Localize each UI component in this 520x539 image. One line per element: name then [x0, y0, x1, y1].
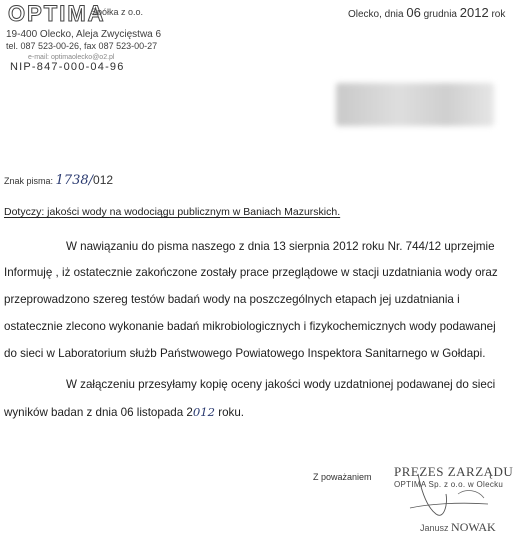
company-logo-text: OPTIMA	[8, 1, 106, 26]
reference-label: Znak pisma:	[4, 176, 54, 186]
body-line: ostatecznie zlecono wykonanie badań mikrobiologicznych i fizykochemicznych wody podawanej	[4, 320, 496, 333]
signature-company: OPTIMA Sp. z o.o. w Olecku	[394, 480, 504, 489]
company-phone: tel. 087 523-00-26, fax 087 523-00-27	[6, 41, 158, 51]
company-stamp	[6, 1, 176, 75]
date-suffix: rok	[491, 9, 506, 20]
body-line: W nawiązaniu do pisma naszego z dnia 13 sierpnia 2012 roku Nr. 744/12 uprzejmie	[66, 240, 495, 253]
body-line-with-handwriting	[4, 405, 244, 419]
signature-first-name: Janusz	[420, 523, 449, 533]
date-year: 2012	[459, 5, 489, 20]
date-month: grudnia	[423, 9, 457, 20]
body-text: roku.	[215, 406, 244, 419]
signature-title: PREZES ZARZĄDU	[394, 464, 514, 479]
redacted-recipient-block	[336, 83, 494, 126]
date-place: Olecko, dnia	[348, 9, 404, 20]
letter-date	[348, 5, 505, 20]
body-text: wyników badan z dnia 06 listopada 2	[4, 406, 193, 419]
body-line: przeprowadzono szereg testów badań wody na poszczególnych etapach jej uzdatniania i	[4, 293, 460, 306]
reference-value: 012	[93, 173, 114, 187]
body-line: do sieci w Laboratorium służb Państwowego Powiatowego Inspektora Sanitarnego w Gołdapi.	[4, 347, 486, 360]
subject-line: Dotyczy: jakości wody na wodociągu publicznym w Baniach Mazurskich.	[4, 206, 341, 218]
signature-stamp	[388, 464, 520, 539]
signature-surname: NOWAK	[451, 520, 496, 534]
company-legal-form: Spółka z o.o.	[91, 7, 144, 17]
body-line: Informuję , iż ostatecznie zakończone zostały prace przeglądowe w stacji uzdatniania wody oraz	[4, 266, 498, 279]
company-nip: NIP-847-000-04-96	[10, 61, 125, 73]
signature-name	[420, 520, 496, 535]
company-address: 19-400 Olecko, Aleja Zwycięstwa 6	[6, 29, 162, 40]
reference-number	[4, 173, 113, 188]
handwritten-correction: 012	[192, 405, 215, 419]
reference-handwritten: 1738/	[55, 173, 94, 188]
closing-text: Z poważaniem	[313, 472, 372, 482]
company-email: e-mail: optimaolecko@o2.pl	[28, 54, 115, 61]
body-line: W załączeniu przesyłamy kopię oceny jakości wody uzdatnionej podawanej do sieci	[66, 378, 496, 391]
date-day: 06	[406, 5, 421, 20]
